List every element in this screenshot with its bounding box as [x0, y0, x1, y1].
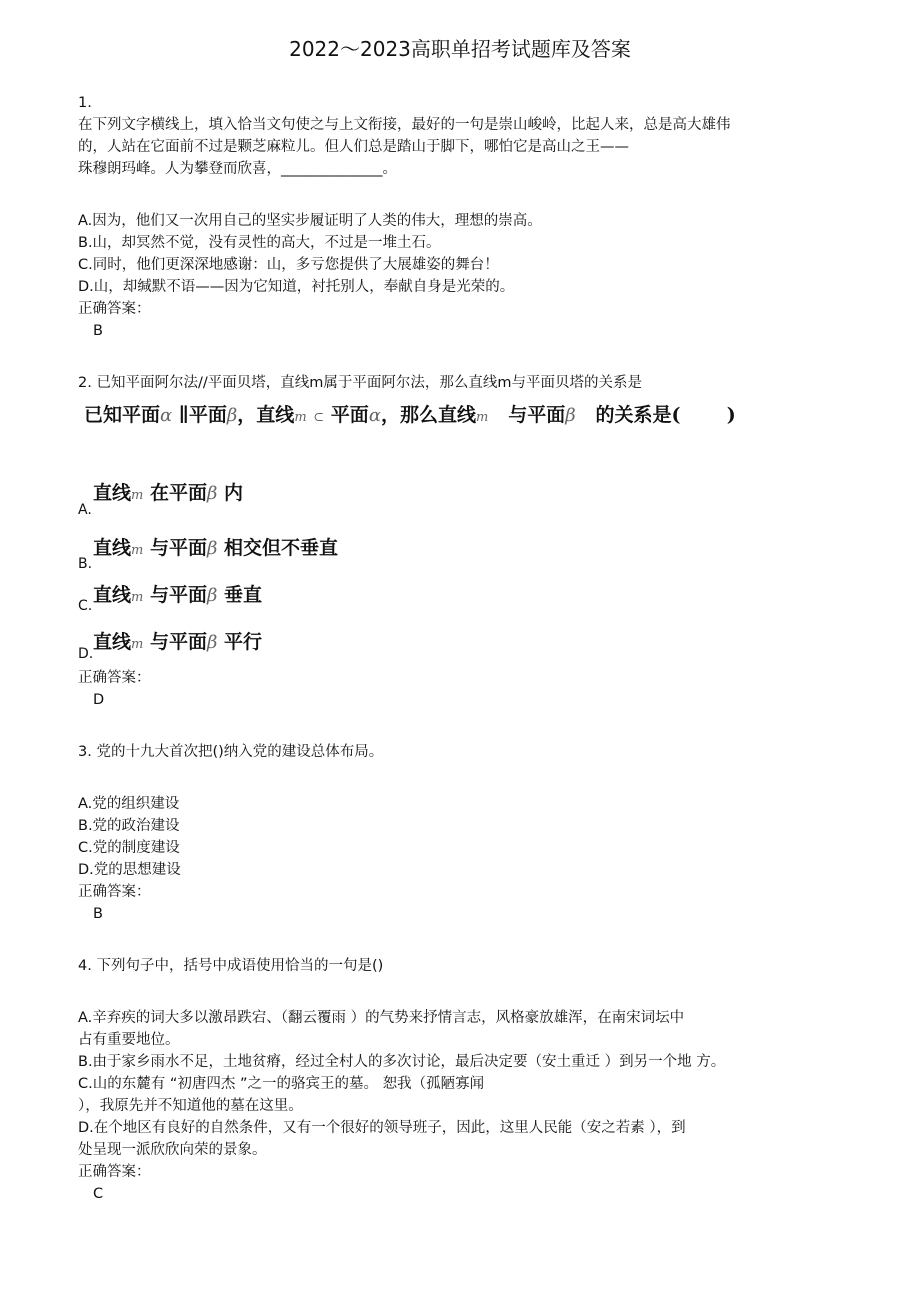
m-symbol: m [131, 488, 144, 503]
q2-option-b-label: B. [78, 556, 93, 572]
q4-answer-label: 正确答案： [78, 1164, 151, 1180]
beta-symbol: β [565, 405, 576, 426]
q1-text-line: 在下列文字横线上，填入恰当文句使之与上文衔接，最好的一句是崇山峻岭，比起人来，总是高大雄伟 [78, 117, 731, 133]
q1-number: 1. [78, 95, 92, 111]
m-symbol: m [131, 590, 144, 605]
q1-option-d: D.山，却缄默不语——因为它知道，衬托别人，奉献自身是光荣的。 [78, 279, 515, 295]
q2-option-a-formula: 直线m 在平面β 内 [93, 482, 244, 504]
q2-formula-part: 的关系是( [595, 404, 681, 426]
q2-formula-part: 与平面 [508, 404, 566, 426]
q2-option-c-formula: 直线m 与平面β 垂直 [93, 584, 263, 606]
q3-option-a: A.党的组织建设 [78, 796, 180, 812]
q4-option-line: A.辛弃疾的词大多以激昂跌宕、（翻云覆雨 ）的气势来抒情言志，风格豪放雄浑，在南宋词坛中 [78, 1010, 685, 1026]
q1-answer: B [93, 323, 103, 339]
m-symbol: m [131, 543, 144, 558]
beta-symbol: β [206, 585, 218, 606]
subset-symbol: ⊂ [313, 410, 325, 425]
m-symbol: m [131, 637, 144, 652]
q3-answer-label: 正确答案： [78, 884, 151, 900]
q3-answer: B [93, 906, 103, 922]
q1-option-c: C.同时，他们更深深地感谢：山，多亏您提供了大展雄姿的舞台！ [78, 257, 499, 273]
q4-option-line: D.在个地区有良好的自然条件，又有一个很好的领导班子，因此，这里人民能（安之若素 ），到 [78, 1120, 686, 1136]
q4-answer: C [93, 1186, 104, 1202]
q2-formula-part: 那么直线 [399, 404, 476, 426]
beta-symbol: β [206, 483, 218, 504]
q3-option-d: D.党的思想建设 [78, 862, 181, 878]
q2-formula-part: 已知平面 [84, 404, 161, 426]
q1-text-line: 的，人站在它面前不过是颗芝麻粒儿。但人们总是踏山于脚下，哪怕它是高山之王—— [78, 139, 629, 155]
q2-formula-part: 平面 [188, 404, 227, 426]
beta-symbol: β [206, 538, 218, 559]
q3-option-b: B.党的政治建设 [78, 818, 180, 834]
q4-option-line: C.山的东麓有 “初唐四杰 ”之一的骆宾王的墓。 恕我（孤陋寡闻 [78, 1076, 485, 1092]
q2-formula-part: 平面 [330, 404, 369, 426]
q2-formula-part: ) [726, 404, 736, 426]
q2-option-d-formula: 直线m 与平面β 平行 [93, 631, 263, 653]
q1-option-b: B.山，却冥然不觉，没有灵性的高大，不过是一堆土石。 [78, 235, 441, 251]
q2-formula-part: ， [237, 404, 257, 426]
q2-formula-part: 直线 [256, 404, 295, 426]
alpha-symbol: α [160, 405, 173, 426]
q2-answer: D [93, 692, 105, 708]
q1-text-line: 珠穆朗玛峰。人为攀登而欣喜，______________。 [78, 161, 397, 177]
q2-answer-label: 正确答案： [78, 670, 151, 686]
q4-option-line: 占有重要地位。 [78, 1032, 180, 1048]
q2-option-b-formula: 直线m 与平面β 相交但不垂直 [93, 537, 339, 559]
alpha-symbol: α [368, 405, 381, 426]
q2-formula [84, 400, 736, 427]
q4-option-line: ），我原先并不知道他的墓在这里。 [78, 1098, 303, 1114]
q3-text: 3. 党的十九大首次把()纳入党的建设总体布局。 [78, 744, 384, 760]
beta-symbol: β [226, 405, 238, 426]
q4-option-line: B.由于家乡雨水不足，土地贫瘠，经过全村人的多次讨论，最后决定要（安土重迁 ）到另一个地 方。 [78, 1054, 726, 1070]
q1-option-a: A.因为，他们又一次用自己的坚实步履证明了人类的伟大，理想的崇高。 [78, 213, 542, 229]
m-symbol: m [294, 410, 307, 425]
m-symbol: m [476, 410, 489, 425]
q2-text: 2. 已知平面阿尔法//平面贝塔，直线m属于平面阿尔法，那么直线m与平面贝塔的关系是 [78, 375, 642, 391]
q1-answer-label: 正确答案： [78, 301, 151, 317]
q2-option-c-label: C. [78, 598, 93, 614]
page-title: 2022～2023高职单招考试题库及答案 [289, 37, 631, 61]
q2-option-d-label: D. [78, 646, 94, 662]
q4-option-line: 处呈现一派欣欣向荣的景象。 [78, 1142, 267, 1158]
q2-option-a-label: A. [78, 502, 92, 518]
parallel-symbol: ∥ [178, 404, 189, 426]
q3-option-c: C.党的制度建设 [78, 840, 180, 856]
beta-symbol: β [206, 632, 218, 653]
q2-formula-part: ， [380, 404, 400, 426]
q4-text: 4. 下列句子中，括号中成语使用恰当的一句是() [78, 958, 384, 974]
